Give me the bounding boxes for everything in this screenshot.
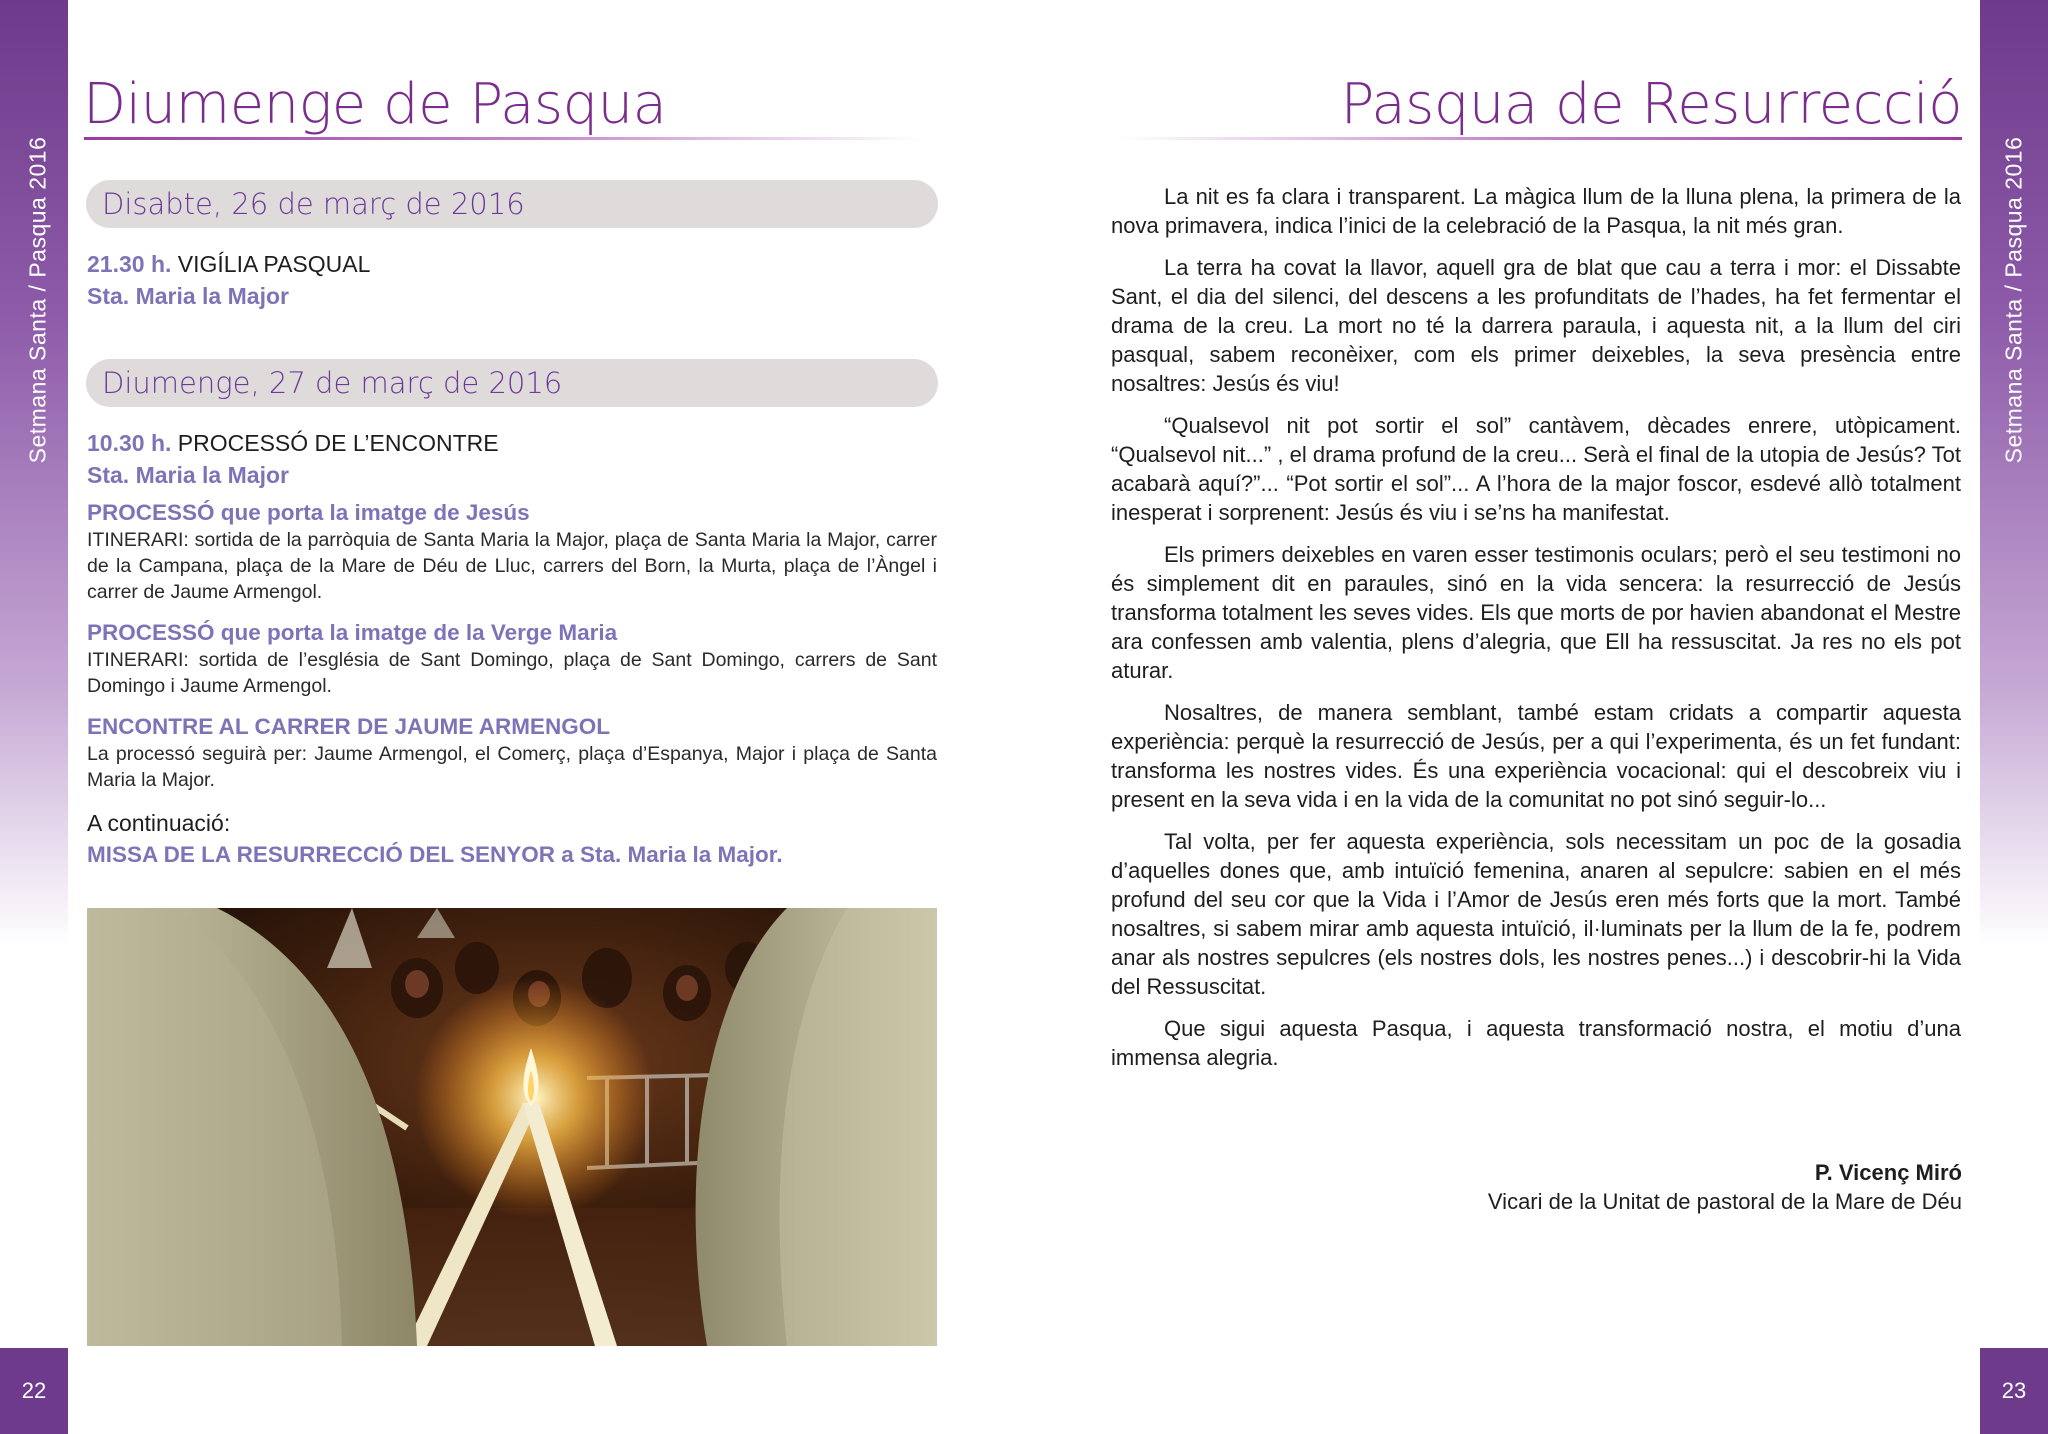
- detail-encounter: [87, 713, 937, 793]
- article-paragraph: “Qualsevol nit pot sortir el sol” cantàvem, dècades enrere, utòpicament. “Qualsevol nit...” , el drama profund de la creu... Serà el final de la utopia de Jesús? Tot acabarà aquí?”... “Pot sortir el sol”... A l’hora de la major foscor, esdevé allò totalment inesperat i sorprenent: Jesús és viu i se’ns ha manifestat.: [1111, 413, 1961, 525]
- candle-procession-illustration: [87, 908, 937, 1346]
- event-procession-line: [87, 427, 937, 459]
- continuation-text: MISSA DE LA RESURRECCIÓ DEL SENYOR a Sta. Maria la Major.: [87, 842, 783, 867]
- detail-heading: PROCESSÓ que porta la imatge de Jesús: [87, 500, 530, 525]
- event-title: PROCESSÓ DE L’ENCONTRE: [177, 430, 499, 456]
- page-number-left: 22: [0, 1348, 68, 1434]
- left-page-title: Diumenge de Pasqua: [83, 72, 667, 137]
- side-label-right: Setmana Santa / Pasqua 2016: [2000, 136, 2027, 464]
- candle-procession-photo: [87, 908, 937, 1346]
- continuation: [87, 807, 937, 871]
- article-body: [1111, 182, 1961, 1085]
- event-place: Sta. Maria la Major: [87, 283, 289, 309]
- continuation-label: A continuació:: [87, 810, 231, 836]
- article-paragraph: La terra ha covat la llavor, aquell gra de blat que cau a terra i mor: el Dissabte Sant, el dia del silenci, del descens a les profunditats de l’hades, ha fet fermentar el drama de la creu. La mort no té la darrera paraula, i aquesta nit, a la llum del ciri pasqual, sabem reconèixer, com els primer deixebles, la seva presència entre nosaltres: Jesús és viu!: [1111, 255, 1961, 396]
- event-place: Sta. Maria la Major: [87, 462, 289, 488]
- detail-virgin: [87, 619, 937, 699]
- detail-jesus: [87, 499, 937, 605]
- signature: [1488, 1158, 1962, 1216]
- signature-name: P. Vicenç Miró: [1814, 1160, 1962, 1185]
- article-paragraph: Que sigui aquesta Pasqua, i aquesta transformació nostra, el motiu d’una immensa alegria.: [1111, 1016, 1961, 1070]
- date-bar-sunday: Diumenge, 27 de març de 2016: [86, 359, 938, 407]
- right-title-rule: [1120, 137, 1962, 140]
- event-time: 10.30 h.: [87, 430, 172, 456]
- page-number-right: 23: [1980, 1348, 2048, 1434]
- article-paragraph: Nosaltres, de manera semblant, també estam cridats a compartir aquesta experiència: perquè la resurrecció de Jesús, per a qui l’experimenta, és un fet fundant: transforma les nostres vides. És una experiència vocacional: qui el descobreix viu i present en la seva vida i en la vida de la comunitat no pot sinó seguir-lo...: [1111, 700, 1961, 812]
- side-label-left: Setmana Santa / Pasqua 2016: [24, 136, 51, 464]
- event-vigil-line: [87, 248, 937, 280]
- left-side-band: [0, 0, 68, 1434]
- detail-itinerary: ITINERARI: sortida de l’església de Sant Domingo, plaça de Sant Domingo, carrers de Sant Domingo i Jaume Armengol.: [87, 649, 937, 697]
- date-bar-saturday: Disabte, 26 de març de 2016: [86, 180, 938, 228]
- article-paragraph: Els primers deixebles en varen esser testimonis oculars; però el seu testimoni no és simplement dit en paraules, sinó en la vida sencera: la resurrecció de Jesús transforma totalment les seves vides. Els que morts de por havien abandonat el Mestre ara confessen amb valentia, plens d’alegria, que Ell ha ressuscitat. Ja res no els pot aturar.: [1111, 542, 1961, 683]
- event-time: 21.30 h.: [87, 251, 172, 277]
- event-vigil: [87, 248, 937, 312]
- article-paragraph: La nit es fa clara i transparent. La màgica llum de la lluna plena, la primera de la nova primavera, indica l’inici de la celebració de la Pasqua, la nit més gran.: [1111, 184, 1961, 238]
- left-title-rule: [84, 137, 924, 140]
- detail-heading: PROCESSÓ que porta la imatge de la Verge Maria: [87, 620, 618, 645]
- detail-itinerary: ITINERARI: sortida de la parròquia de Santa Maria la Major, plaça de Santa Maria la Major, carrer de la Campana, plaça de la Mare de Déu de Lluc, carrers del Born, la Murta, plaça de l’Àngel i carrer de Jaume Armengol.: [87, 529, 937, 603]
- detail-heading: ENCONTRE AL CARRER DE JAUME ARMENGOL: [87, 714, 610, 739]
- right-page-title: Pasqua de Resurrecció: [1340, 72, 1962, 137]
- event-title: VIGÍLIA PASQUAL: [177, 251, 371, 277]
- detail-itinerary: La processó seguirà per: Jaume Armengol, el Comerç, plaça d’Espanya, Major i plaça de Santa Maria la Major.: [87, 743, 937, 791]
- right-side-band: [1980, 0, 2048, 1434]
- article-paragraph: Tal volta, per fer aquesta experiència, sols necessitam un poc de la gosadia d’aquelles dones que, amb intuïció femenina, anaren al sepulcre: sabien en el més profund del seu cor que la Vida i l’Amor de Jesús eren més forts que la mort. També nosaltres, si sabem mirar amb aquesta intuïció, il·luminats per la llum de la fe, podrem anar als nostres sepulcres (els nostres dols, les nostres penes...) i descobrir-hi la Vida del Ressuscitat.: [1111, 829, 1961, 999]
- signature-role: Vicari de la Unitat de pastoral de la Mare de Déu: [1487, 1189, 1962, 1214]
- event-procession: [87, 427, 937, 871]
